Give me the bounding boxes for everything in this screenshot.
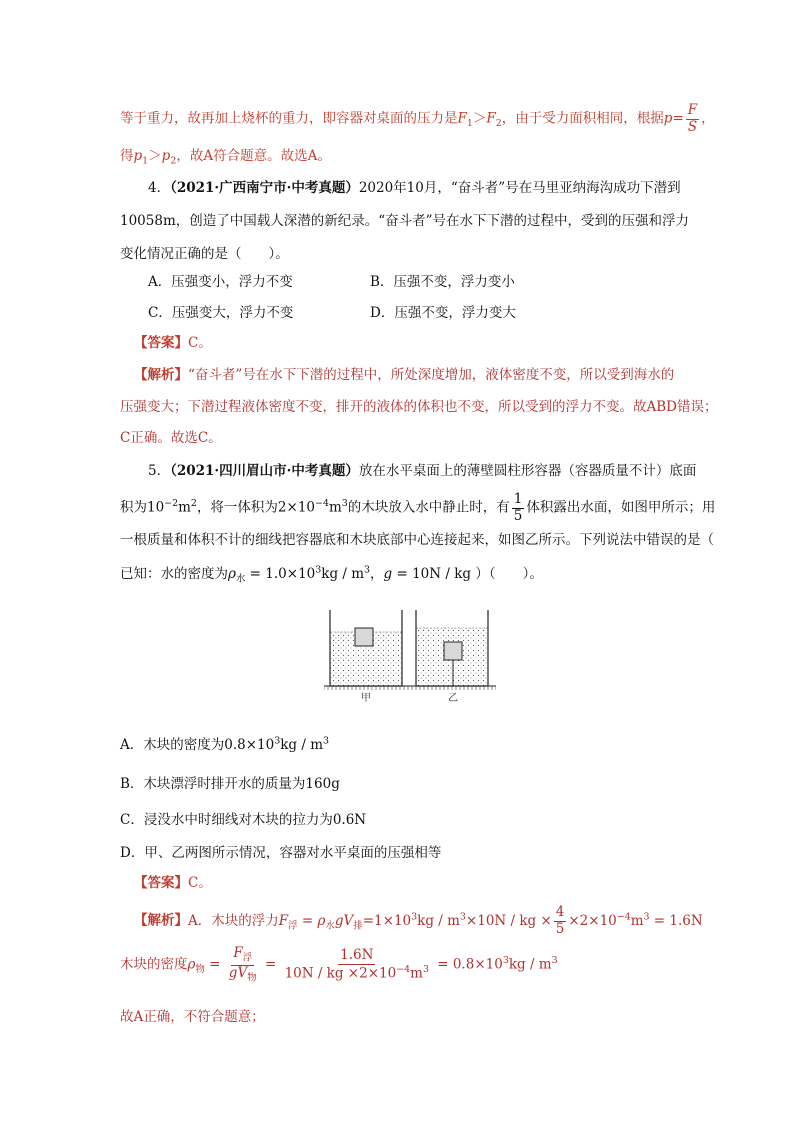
q5-option-d: D．甲、乙两图所示情况，容器对水平桌面的压强相等 (120, 845, 442, 861)
q4-analysis-line-1: 【解析】“奋斗者”号在水下下潜的过程中，所处深度增加，液体密度不变，所以受到海水的 (134, 367, 675, 383)
q4-answer: 【答案】C。 (134, 335, 212, 351)
pressure-formula-fraction: $\frac{F}{S}$ (687, 102, 698, 135)
label-jia: 甲 (361, 693, 371, 704)
q5-option-b: B．木块漂浮时排开水的质量为160g (120, 776, 340, 792)
q4-option-a: A．压强变小，浮力不变 (148, 274, 293, 290)
right-wood-block (444, 642, 462, 660)
q5-analysis-line-3: 故A正确，不符合题意； (120, 1009, 265, 1025)
prev-answer-line-1: 等于重力，故再加上烧杯的重力，即容器对桌面的压力是$F_1>F_2$，由于受力面积相同，根据p= $\frac{F}{S}$ ， (120, 102, 715, 135)
q4-source: （2021·广西南宁市·中考真题） (170, 180, 359, 196)
q4-stem-line-3: 变化情况正确的是（ ）。 (120, 246, 289, 262)
q4-stem-line-2: 10058m，创造了中国载人深潜的新纪录。“奋斗者”号在水下下潜的过程中，受到的压强和浮力 (120, 213, 690, 229)
containers-figure (322, 604, 498, 704)
prev-answer-line-2: 得$p_1>p_2$，故A符合题意。故选A。 (120, 148, 331, 167)
density-fraction: $\frac{F_浮}{gV_物}$ (228, 945, 257, 984)
q5-source: （2021·四川眉山市·中考真题） (170, 463, 359, 479)
q5-option-c: C．浸没水中时细线对木块的拉力为0.6N (120, 812, 367, 828)
q4-option-d: D．压强不变，浮力变大 (370, 305, 516, 321)
density-value-fraction: $\frac{1.6N}{10N / kg \times 2\times 10^{-4}m^3}$ (284, 947, 429, 982)
q5-analysis-line-2: 木块的密度$\rho_物$ = $\frac{F_浮}{gV_物}$ = $\frac{1.6N}{10N / kg \times 2\times 10^{-4}m^3}$ = $0.8\times 10^3kg / m^3$ (120, 945, 558, 984)
q4-option-b: B．压强不变，浮力变小 (370, 274, 515, 290)
q5-stem-line-3: 一根质量和体积不计的细线把容器底和木块底部中心连接起来，如图乙所示。下列说法中错误的是（ (120, 532, 714, 548)
q5-stem-line-4: 已知：水的密度为$\rho_水 = 1.0\times 10^3kg / m^3$，g = 10N / kg ）（ ）。 (120, 564, 543, 585)
q5-stem-line-2: 积为$10^{-2}m^2$，将一体积为$2\times 10^{-4}m^3$的木块放入水中静止时，有 $\frac{1}{5}$ 体积露出水面，如图甲所示；用 (120, 491, 716, 524)
q4-analysis-line-3: C正确。故选C。 (120, 430, 222, 446)
q5-analysis-line-1: 【解析】A．木块的浮力$F_浮 = \rho_水gV_排=1\times 10^3kg / m^3\times 10N$ / kg × $\frac{4}{5}$ $\times 2\times 10^{-4}m^3 = 1.6N$ (134, 904, 703, 937)
q4-option-c: C．压强变大，浮力不变 (148, 305, 294, 321)
q4-stem-line-1: 4．（2021·广西南宁市·中考真题）2020年10月，“奋斗者”号在马里亚纳海沟成功下潜到 (148, 180, 681, 196)
q5-option-a: A．木块的密度为$0.8\times 10^3kg / m^3$ (120, 735, 330, 753)
q4-analysis-line-2: 压强变大；下潜过程液体密度不变，排开的液体的体积也不变，所以受到的浮力不变。故ABD错误； (120, 399, 718, 415)
label-yi: 乙 (448, 693, 458, 704)
q5-stem-line-1: 5．（2021·四川眉山市·中考真题）放在水平桌面上的薄壁圆柱形容器（容器质量不计）底面 (148, 463, 697, 479)
q5-one-fifth-fraction: $\frac{1}{5}$ (513, 491, 523, 524)
left-wood-block (355, 628, 373, 646)
four-fifths-fraction: $\frac{4}{5}$ (555, 904, 565, 937)
q5-answer: 【答案】C。 (134, 875, 212, 891)
